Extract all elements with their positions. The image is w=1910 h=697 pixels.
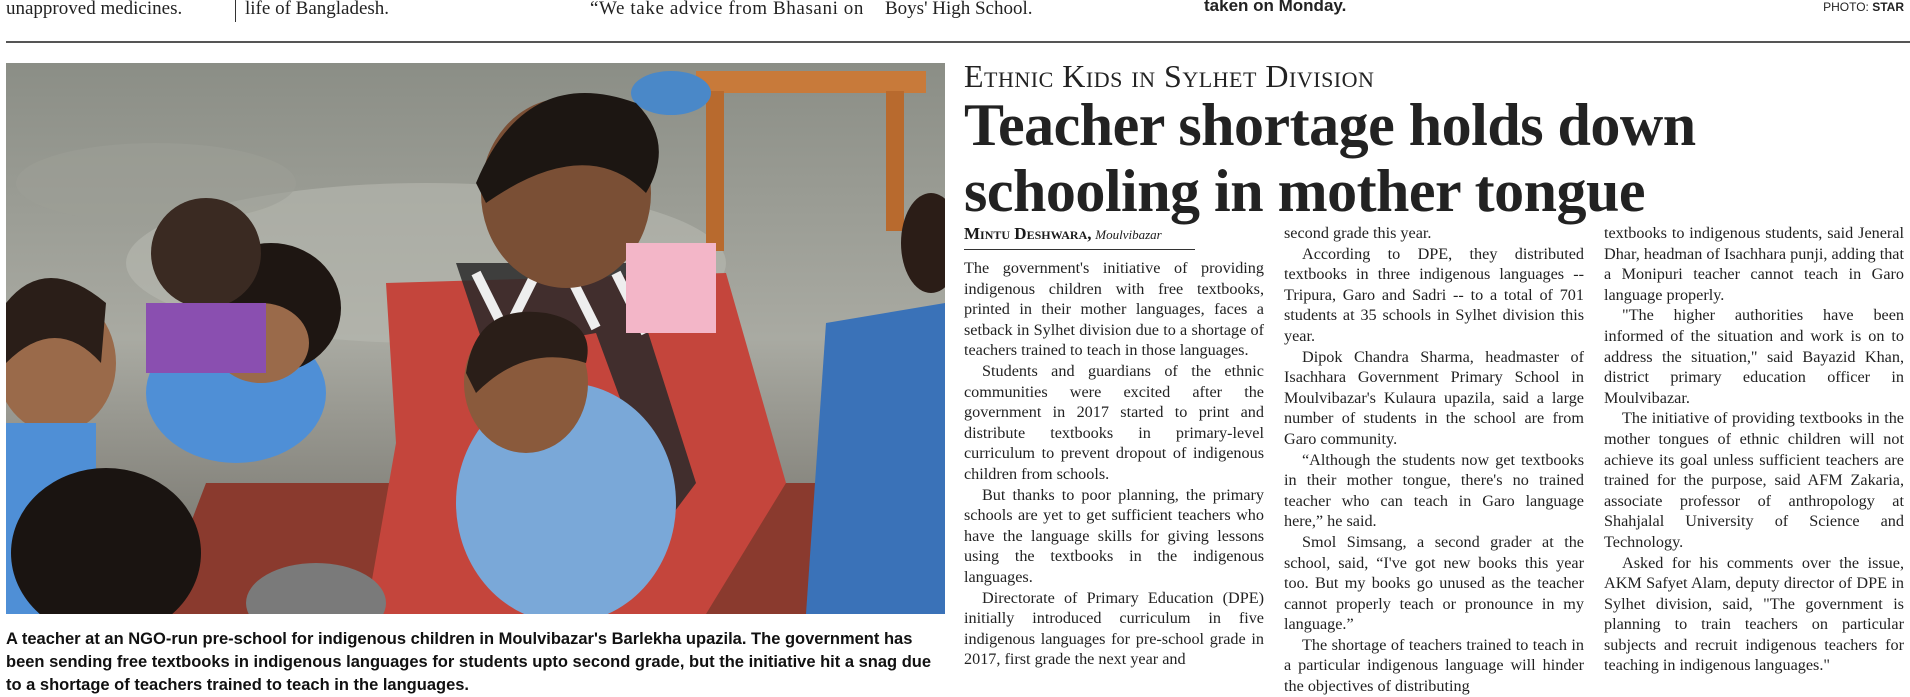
paragraph: Students and guardians of the ethnic communities were excited after the government in 2017 started to print and distribute textbooks in primary-level curriculum to prevent dropout of indigenous children from schools.	[964, 361, 1264, 483]
photo-caption: A teacher at an NGO-run pre-school for indigenous children in Moulvibazar's Barlekha upazila. The government has been sending free textbooks in indigenous languages for students upto second grade, but the initiative hit a snag due to a shortage of teachers trained to teach in the languages.	[6, 630, 932, 694]
photo-credit-label: PHOTO:	[1823, 0, 1869, 14]
article-photo	[6, 63, 945, 614]
paragraph: The government's initiative of providing indigenous children with free textbooks, printed in their mother languages, faces a setback in Sylhet division due to a shortage of teachers trained to teach in those languages.	[964, 259, 1264, 360]
byline-place: Moulvibazar	[1095, 227, 1162, 242]
column-divider	[235, 0, 236, 22]
prev-story-fragment-2: life of Bangladesh.	[245, 0, 390, 19]
prev-story-fragment-3: “We take advice from Bhasani on	[590, 0, 864, 19]
photo-credit-name: STAR	[1872, 0, 1904, 14]
article-column-1	[964, 258, 1264, 670]
paragraph: second grade this year.	[1284, 224, 1432, 242]
section-rule	[6, 41, 1910, 43]
paragraph: Smol Simsang, a second grader at the school, said, “I've got new books this year too. But my books go unused as the teacher cannot properly teach or pronounce in my language.”	[1284, 532, 1584, 634]
paragraph: "The higher authorities have been informed of the situation and work is on to address the situation," said Bayazid Khan, district primary education officer in Moulvibazar.	[1604, 306, 1904, 407]
byline-name: Mintu Deshwara,	[964, 224, 1092, 243]
prev-story-fragment-1: unapproved medicines.	[6, 0, 183, 19]
article-kicker: Ethnic Kids in Sylhet Division	[964, 58, 1375, 94]
paragraph: The initiative of providing textbooks in the mother tongues of ethnic children will not achieve its goal unless sufficient teachers are trained for the purpose, said AFM Zakaria, associate professor of anthropology at Shahjalal University of Science and Technology.	[1604, 409, 1904, 551]
prev-story-fragment-4: Boys' High School.	[885, 0, 1033, 19]
article-column-3	[1604, 223, 1904, 676]
article-headline: Teacher shortage holds down schooling in mother tongue	[964, 92, 1696, 224]
paragraph: According to DPE, they distributed textbooks in three indigenous languages -- Tripura, Garo and Sadri -- to a total of 701 students at 35 schools in Sylhet division this year.	[1284, 244, 1584, 345]
paragraph: textbooks to indigenous students, said Jeneral Dhar, headman of Isachhara punji, adding that a Monipuri teacher cannot teach in Garo language properly.	[1604, 224, 1904, 304]
photo-credit	[1823, 0, 1904, 14]
prev-story-fragment-5: taken on Monday.	[1204, 0, 1347, 15]
paragraph: “Although the students now get textbooks in their mother tongue, there's no trained teacher who can teach in Garo language here,” he said.	[1284, 450, 1584, 531]
paragraph: Dipok Chandra Sharma, headmaster of Isachhara Government Primary School in Moulvibazar's Kulaura upazila, said a large number of students in the school are from Garo community.	[1284, 347, 1584, 448]
paragraph: The shortage of teachers trained to teach in a particular indigenous language will hinder the objectives of distributing	[1284, 635, 1584, 696]
byline-rule	[964, 249, 1195, 250]
paragraph: But thanks to poor planning, the primary schools are yet to get sufficient teachers who have the language skills for giving lessons using the textbooks in the indigenous languages.	[964, 485, 1264, 586]
article-column-2	[1284, 223, 1584, 697]
paragraph: Directorate of Primary Education (DPE) initially introduced curriculum in five indigenous languages for pre-school grade in 2017, first grade the next year and	[964, 588, 1264, 669]
paragraph: Asked for his comments over the issue, AKM Safyet Alam, deputy director of DPE in Sylhet division, said, "The government is planning to train teachers on particular subjects and recruit indigenous teachers for teaching in indigenous languages."	[1604, 553, 1904, 675]
byline	[964, 224, 1195, 244]
